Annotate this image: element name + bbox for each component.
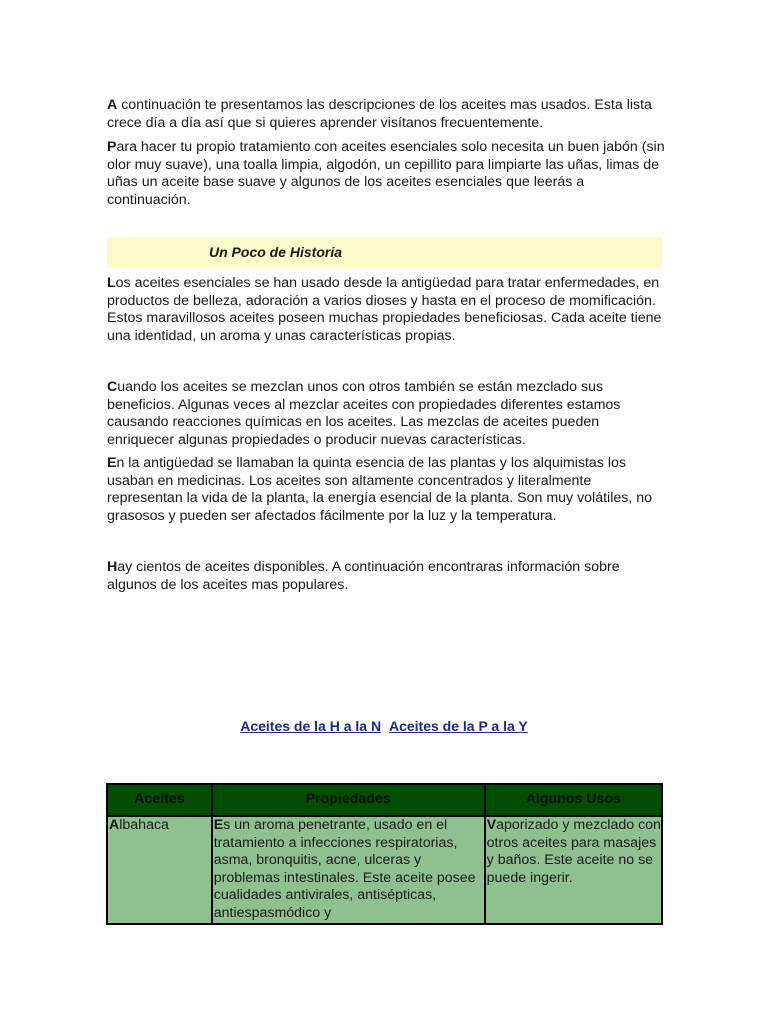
- history-paragraph-3: [107, 455, 667, 525]
- history-paragraph-1: [107, 275, 667, 345]
- history-3-drop-letter: E: [107, 455, 117, 471]
- intro-paragraph-1: [107, 97, 667, 132]
- cell-aceite-text: lbahaca: [119, 817, 169, 833]
- intro-paragraph-2: [107, 139, 667, 209]
- intro-2-drop-letter: P: [107, 139, 117, 155]
- history-banner: [107, 237, 662, 268]
- header-aceites: Aceites: [107, 784, 212, 816]
- cell-aceite: [107, 816, 212, 924]
- history-2-drop-letter: C: [107, 379, 118, 395]
- intro-1-drop-letter: A: [107, 97, 118, 113]
- history-3-text: n la antigüedad se llamaban la quinta esencia de las plantas y los alquimistas los usaban en medicinas. Los aceites son altamente concentrados y literalmente representan la vida de la planta, la energía esencial de la planta. Son muy volátiles, no grasosos y pueden ser afectados fácilmente por la luz y la temperatura.: [107, 455, 652, 524]
- history-paragraph-4: [107, 559, 667, 594]
- intro-1-text: continuación te presentamos las descripciones de los aceites mas usados. Esta lista crece día a día así que si quieres aprender visítanos frecuentemente.: [107, 97, 652, 131]
- table-header-row: [107, 784, 662, 816]
- cell-usos-text: aporizado y mezclado con otros aceites para masajes y baños. Este aceite no se puede ingerir.: [486, 817, 661, 886]
- cell-usos-lead: V: [486, 817, 497, 833]
- header-algunos-usos: Algunos Usos: [485, 784, 662, 816]
- history-4-text: ay cientos de aceites disponibles. A continuación encontraras información sobre algunos de los aceites mas populares.: [107, 559, 620, 593]
- oil-index-links: [0, 718, 768, 736]
- history-paragraph-2: [107, 379, 667, 449]
- link-aceites-h-n[interactable]: Aceites de la H a la N: [240, 718, 382, 734]
- cell-propiedades-lead: E: [213, 817, 224, 833]
- cell-propiedades: [212, 816, 485, 924]
- header-propiedades: Propiedades: [212, 784, 485, 816]
- history-title: Un Poco de Historia: [209, 244, 343, 260]
- link-aceites-p-y[interactable]: Aceites de la P a la Y: [388, 718, 528, 734]
- oils-table: [106, 783, 663, 925]
- table-row: [107, 816, 662, 924]
- history-2-text: uando los aceites se mezclan unos con otros también se están mezclado sus beneficios. Algunas veces al mezclar aceites con propiedades diferentes estamos causando reacciones químicas en los aceites. Las mezclas de aceites pueden enriquecer algunas propiedades o producir nuevas características.: [107, 379, 621, 448]
- intro-2-text: ara hacer tu propio tratamiento con aceites esenciales solo necesita un buen jabón (sin olor muy suave), una toalla limpia, algodón, un cepillito para limpiarte las uñas, limas de uñas un aceite base suave y algunos de los aceites esenciales que leerás a continuación.: [107, 139, 665, 208]
- history-4-drop-letter: H: [107, 559, 118, 575]
- history-1-text: os aceites esenciales se han usado desde la antigüedad para tratar enfermedades, en productos de belleza, adoración a varios dioses y hasta en el proceso de momificación. Estos maravillosos aceites poseen muchas propiedades beneficiosas. Cada aceite tiene una identidad, un aroma y unas características propias.: [107, 275, 662, 344]
- cell-usos: [485, 816, 662, 924]
- cell-propiedades-text: s un aroma penetrante, usado en el tratamiento a infecciones respiratorias, asma, bronquitis, acne, ulceras y problemas intestinales. Este aceite posee cualidades antivirales, antisépticas, antiespasmódico y: [213, 817, 476, 921]
- cell-aceite-lead: A: [109, 817, 120, 833]
- history-1-drop-letter: L: [107, 275, 116, 291]
